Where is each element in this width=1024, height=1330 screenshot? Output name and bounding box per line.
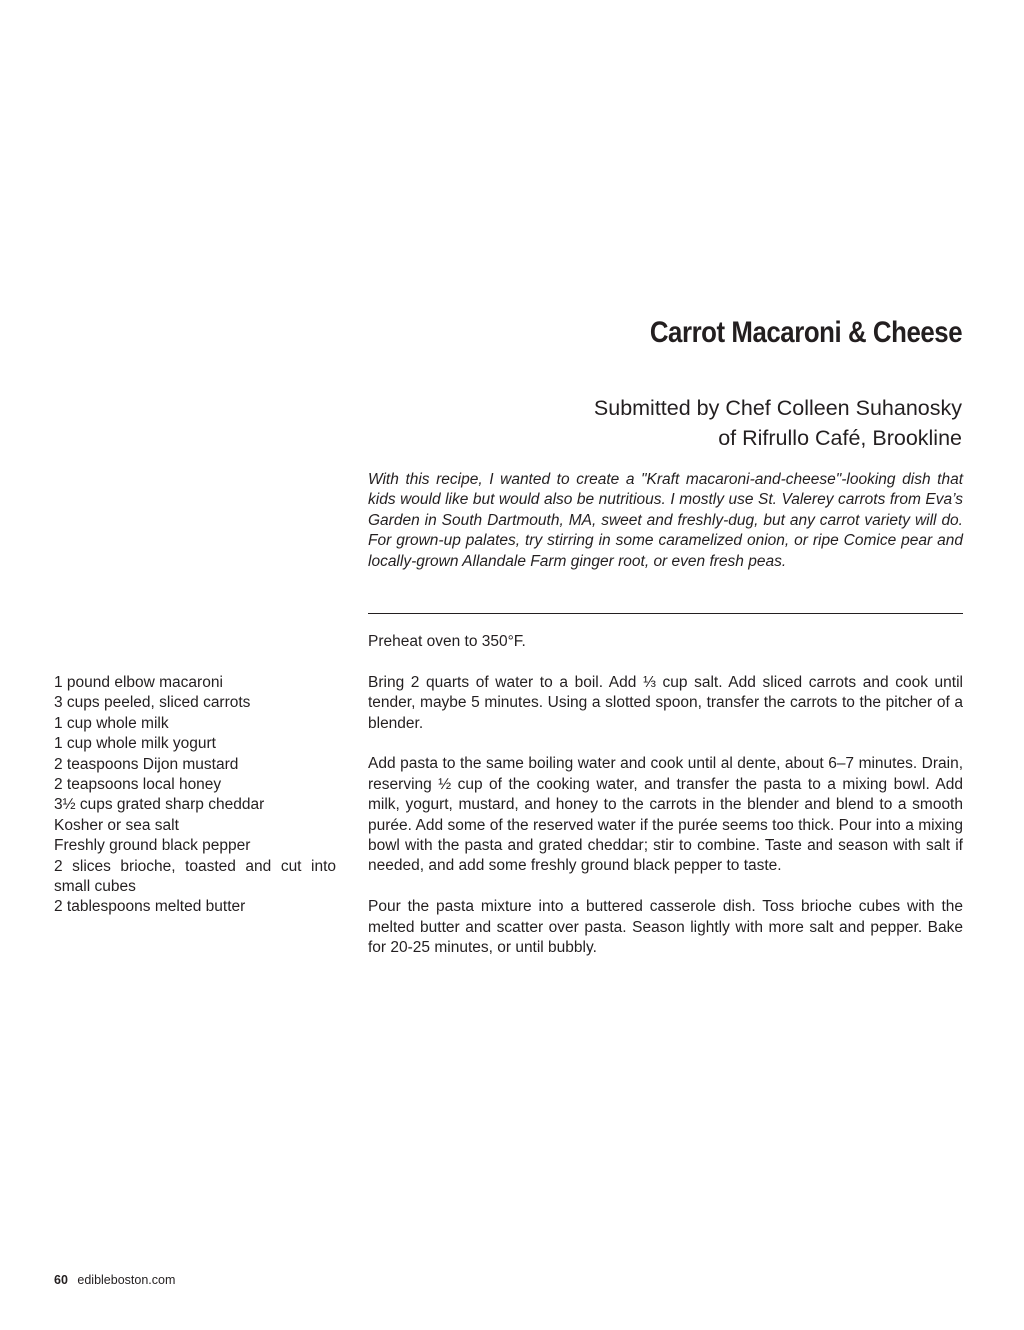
footer-site: edibleboston.com [77, 1273, 176, 1287]
recipe-title: Carrot Macaroni & Cheese [649, 316, 962, 349]
ingredient-item: 1 pound elbow macaroni [54, 674, 223, 691]
ingredient-item: 2 teapsoons local honey [54, 776, 222, 794]
ingredient-item: 1 cup whole milk [54, 714, 169, 732]
method-step: Add pasta to the same boiling water and cook until al dente, about 6–7 minutes. Drain, reserving ½ cup of the cooking water, and transfer the pasta to a mixing bowl. Add milk, yogurt, mustard, and honey to the carrots in the blender and blend to a smooth purée. Add some of the reserved water if the purée seems too thick. Pour into a mixing bowl with the pasta and grated cheddar; stir to combine. Taste and season with salt if needed, and add some freshly ground black pepper to taste. [368, 755, 963, 875]
method-step: Bring 2 quarts of water to a boil. Add ⅓ cup salt. Add sliced carrots and cook until tender, maybe 5 minutes. Using a slotted spoon, transfer the carrots to the pitcher of a blender. [368, 673, 963, 732]
ingredient-item: Kosher or sea salt [54, 816, 179, 834]
recipe-byline [594, 393, 962, 453]
method-steps [368, 632, 963, 979]
page-footer [54, 1273, 175, 1287]
method-step: Preheat oven to 350°F. [368, 633, 526, 650]
ingredient-item: 3 cups peeled, sliced carrots [54, 694, 251, 712]
recipe-intro: With this recipe, I wanted to create a "Kraft macaroni-and-cheese"-looking dish that kids would like but would also be nutritious. I mostly use St. Valerey carrots from Eva’s Garden in South Dartmouth, MA, sweet and freshly-dug, but any carrot variety will do. For grown-up palates, try stirring in some caramelized onion, or ripe Comice pear and locally-grown Allandale Farm ginger root, or even fresh peas. [368, 471, 963, 570]
byline-restaurant: of Rifrullo Café, Brookline [718, 426, 962, 450]
section-divider [368, 613, 963, 614]
ingredient-item: 2 teaspoons Dijon mustard [54, 755, 239, 773]
page-number: 60 [54, 1273, 68, 1287]
ingredient-item: 2 tablespoons melted butter [54, 898, 246, 916]
ingredient-item: 3½ cups grated sharp cheddar [54, 796, 265, 814]
ingredient-item: Freshly ground black pepper [54, 837, 251, 855]
ingredient-item: 2 slices brioche, toasted and cut into small cubes [54, 857, 336, 896]
method-step: Pour the pasta mixture into a buttered casserole dish. Toss brioche cubes with the melted butter and scatter over pasta. Season lightly with more salt and pepper. Bake for 20-25 minutes, or until bubbly. [368, 898, 963, 957]
ingredient-item: 1 cup whole milk yogurt [54, 735, 216, 753]
byline-chef: Submitted by Chef Colleen Suhanosky [593, 396, 962, 420]
ingredient-list [54, 673, 336, 918]
